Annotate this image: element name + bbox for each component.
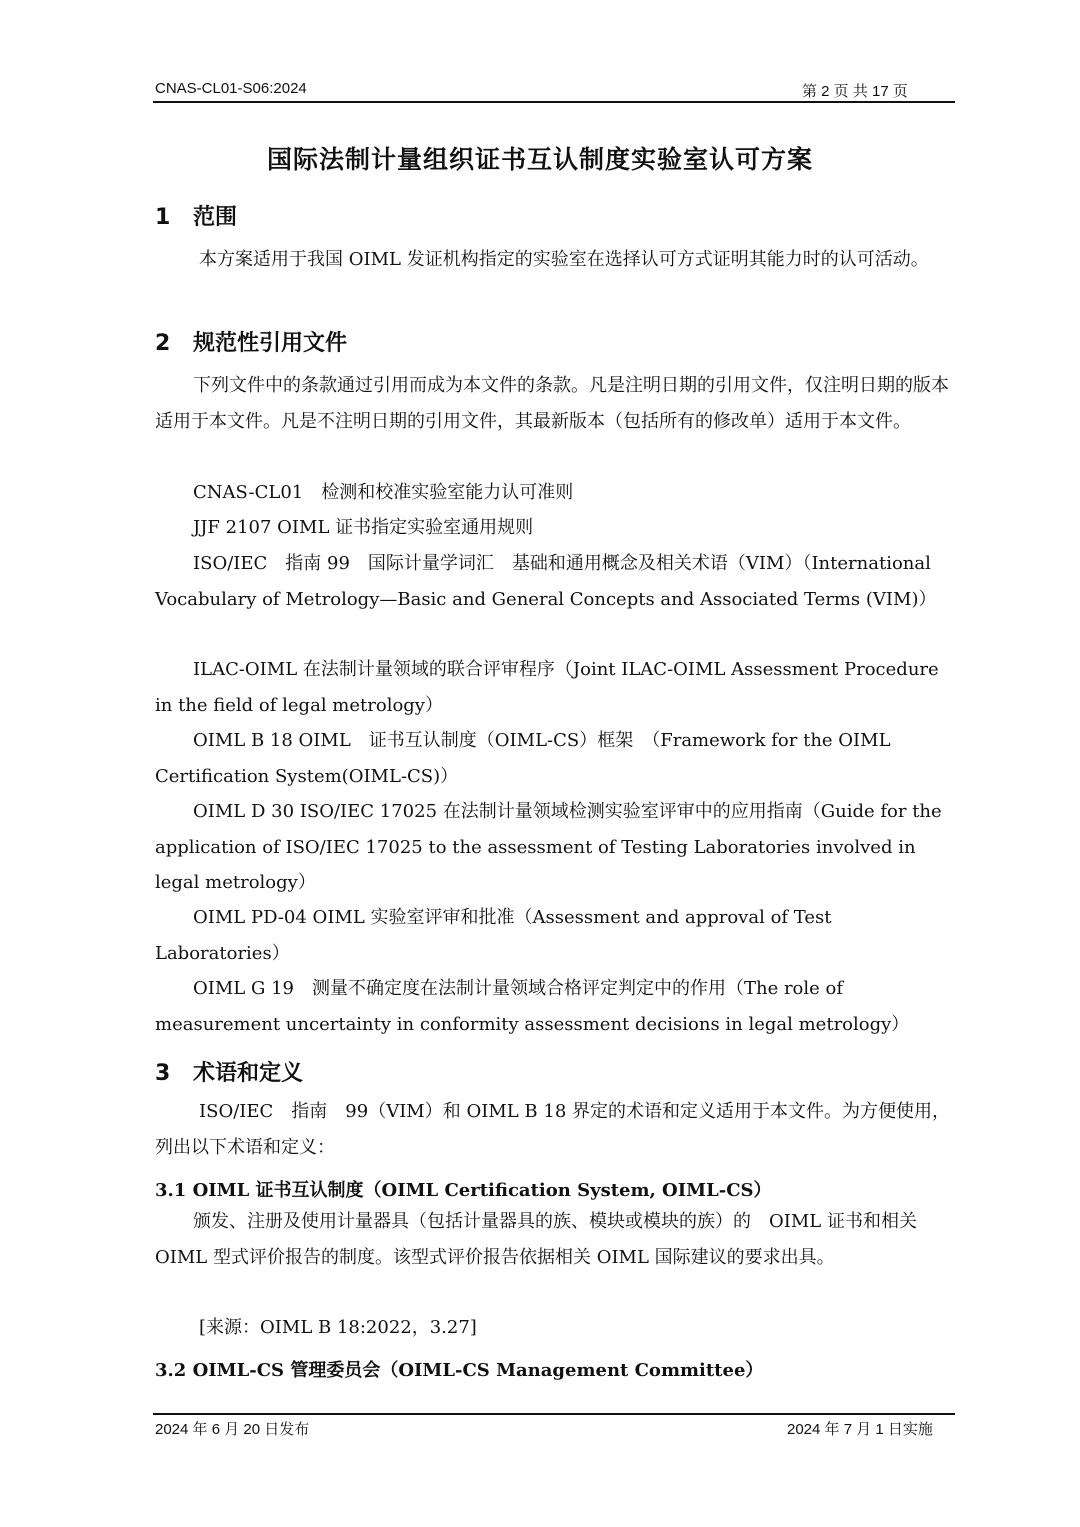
term-3-1-heading: 3.1 OIML 证书互认制度（OIML Certification System, OIML-CS） — [155, 1180, 772, 1201]
footer-rule — [153, 1413, 955, 1415]
section-number: 2 — [155, 331, 171, 356]
term-3-2-heading: 3.2 OIML-CS 管理委员会（OIML-CS Management Committee） — [155, 1360, 764, 1381]
section-1-body: 本方案适用于我国 OIML 发证机构指定的实验室在选择认可方式证明其能力时的认可活动。 — [199, 249, 929, 270]
header-rule — [153, 101, 955, 103]
issue-date: 2024 年 6 月 20 日发布 — [155, 1421, 310, 1438]
page-title: 国际法制计量组织证书互认制度实验室认可方案 — [266, 145, 813, 174]
reference-item: OIML G 19 测量不确定度在法制计量领域合格评定判定中的作用（The role of measurement uncertainty in conformity assessment decisions in legal metrology） — [155, 978, 910, 1035]
reference-item: JJF 2107 OIML 证书指定实验室通用规则 — [193, 517, 534, 538]
section-title: 范围 — [193, 205, 238, 230]
page-info: 第 2 页 共 17 页 — [802, 83, 908, 100]
section-title: 术语和定义 — [193, 1061, 304, 1086]
term-3-1-definition: 颁发、注册及使用计量器具（包括计量器具的族、模块或模块的族）的 OIML 证书和相关 OIML 型式评价报告的制度。该型式评价报告依据相关 OIML 国际建议的要求出具。 — [155, 1211, 917, 1268]
section-3-heading — [155, 1056, 303, 1087]
section-title: 规范性引用文件 — [193, 331, 348, 356]
doc-code: CNAS-CL01-S06:2024 — [155, 80, 307, 97]
reference-item: ILAC-OIML 在法制计量领域的联合评审程序（Joint ILAC-OIML Assessment Procedure in the field of legal metrology） — [155, 659, 939, 716]
reference-item: OIML D 30 ISO/IEC 17025 在法制计量领域检测实验室评审中的应用指南（Guide for the application of ISO/IEC 17025 to the assessment of Testing Laboratories involved in legal metrology） — [155, 801, 942, 893]
reference-item: OIML B 18 OIML 证书互认制度（OIML-CS）框架 （Framework for the OIML Certification System(OIML-CS)） — [155, 730, 891, 787]
reference-item: OIML PD-04 OIML 实验室评审和批准（Assessment and approval of Test Laboratories） — [155, 907, 832, 964]
section-1-heading — [155, 200, 237, 231]
reference-item: ISO/IEC 指南 99 国际计量学词汇 基础和通用概念及相关术语（VIM）（International Vocabulary of Metrology—Basic and General Concepts and Associated Terms (VIM)） — [155, 553, 937, 610]
section-number: 1 — [155, 205, 171, 230]
reference-item: CNAS-CL01 检测和校准实验室能力认可准则 — [193, 482, 574, 503]
section-3-body: ISO/IEC 指南 99（VIM）和 OIML B 18 界定的术语和定义适用于本文件。为方便使用，列出以下术语和定义： — [155, 1101, 950, 1158]
section-2-heading — [155, 326, 347, 357]
term-3-1-source: [来源：OIML B 18:2022，3.27] — [199, 1317, 477, 1338]
effective-date: 2024 年 7 月 1 日实施 — [787, 1421, 933, 1438]
section-number: 3 — [155, 1061, 171, 1086]
section-2-body: 下列文件中的条款通过引用而成为本文件的条款。凡是注明日期的引用文件，仅注明日期的版本适用于本文件。凡是不注明日期的引用文件，其最新版本（包括所有的修改单）适用于本文件。 — [155, 375, 949, 432]
